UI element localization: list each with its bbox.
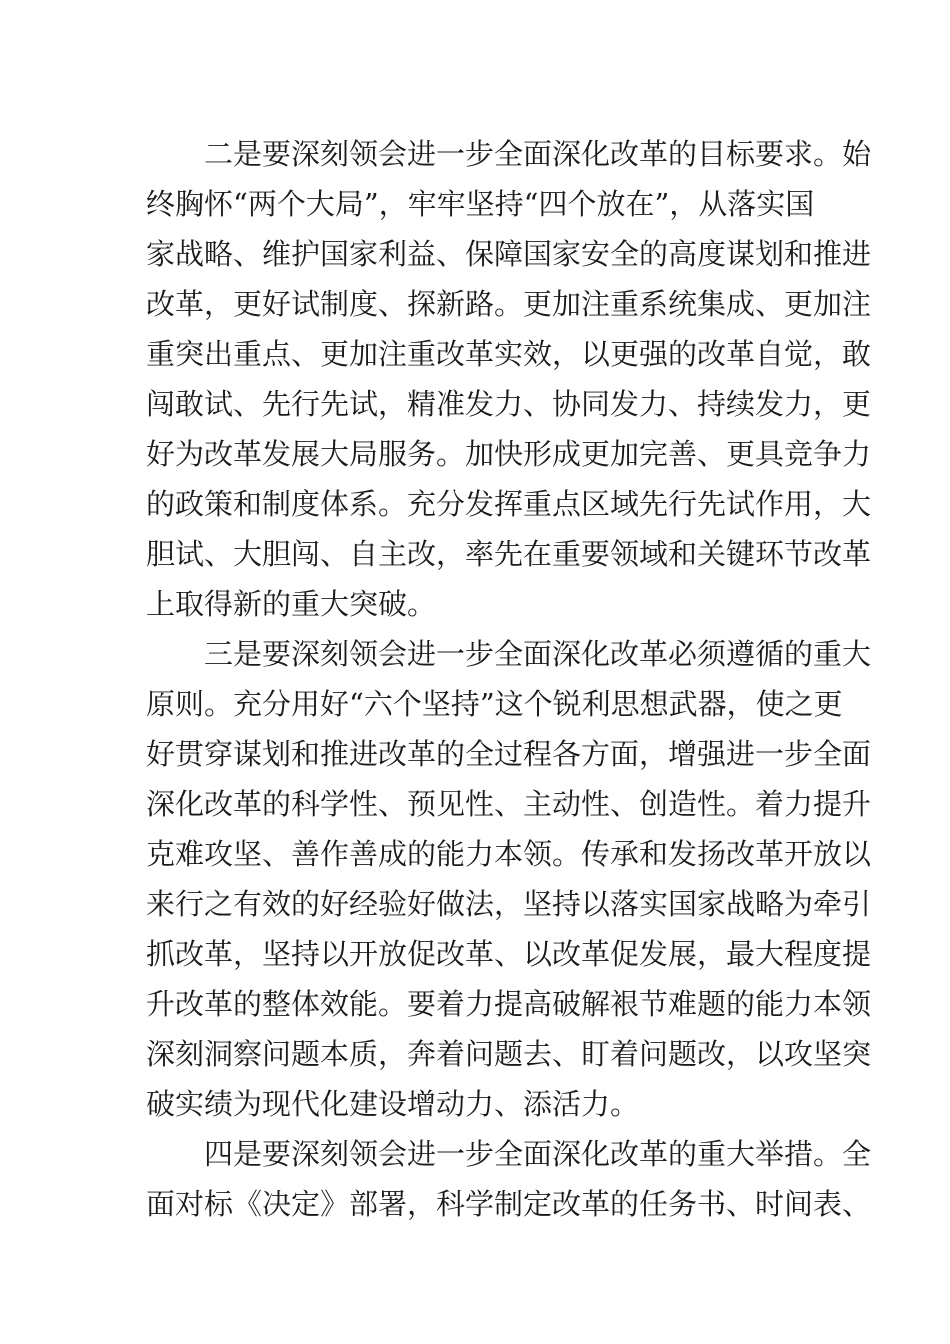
text-line: 四是要深刻领会进一步全面深化改革的重大举措。全 bbox=[204, 1137, 872, 1171]
text-line: 改革，更好试制度、探新路。更加注重系统集成、更加注 bbox=[146, 287, 872, 321]
text-line: 三是要深刻领会进一步全面深化改革必须遵循的重大 bbox=[204, 637, 872, 671]
text-line: 破实绩为现代化建设增动力、添活力。 bbox=[146, 1087, 640, 1121]
text-line: 好为改革发展大局服务。加快形成更加完善、更具竞争力 bbox=[146, 437, 872, 471]
text-line: 家战略、维护国家利益、保障国家安全的高度谋划和推进 bbox=[146, 237, 872, 271]
text-line: 闯敢试、先行先试，精准发力、协同发力、持续发力，更 bbox=[146, 387, 872, 421]
text-line: 面对标《决定》部署，科学制定改革的任务书、时间表、 bbox=[146, 1187, 872, 1221]
text-line: 胆试、大胆闯、自主改，率先在重要领域和关键环节改革 bbox=[146, 537, 872, 571]
text-line: 上取得新的重大突破。 bbox=[146, 587, 437, 621]
text-line: 原则。充分用好“六个坚持”这个锐利思想武器，使之更 bbox=[146, 687, 843, 721]
text-line: 深刻洞察问题本质，奔着问题去、盯着问题改，以攻坚突 bbox=[146, 1037, 872, 1071]
text-line: 深化改革的科学性、预见性、主动性、创造性。着力提升 bbox=[146, 787, 872, 821]
text-line: 升改革的整体效能。要着力提高破解裉节难题的能力本领 bbox=[146, 987, 872, 1021]
text-line: 的政策和制度体系。充分发挥重点区域先行先试作用，大 bbox=[146, 487, 872, 521]
text-line: 来行之有效的好经验好做法，坚持以落实国家战略为牵引 bbox=[146, 887, 872, 921]
text-line: 好贯穿谋划和推进改革的全过程各方面，增强进一步全面 bbox=[146, 737, 872, 771]
text-line: 抓改革，坚持以开放促改革、以改革促发展，最大程度提 bbox=[146, 937, 872, 971]
text-line: 重突出重点、更加注重改革实效，以更强的改革自觉，敢 bbox=[146, 337, 872, 371]
text-line: 二是要深刻领会进一步全面深化改革的目标要求。始 bbox=[204, 137, 872, 171]
text-line: 克难攻坚、善作善成的能力本领。传承和发扬改革开放以 bbox=[146, 837, 872, 871]
text-line: 终胸怀“两个大局”，牢牢坚持“四个放在”，从落实国 bbox=[146, 187, 815, 221]
